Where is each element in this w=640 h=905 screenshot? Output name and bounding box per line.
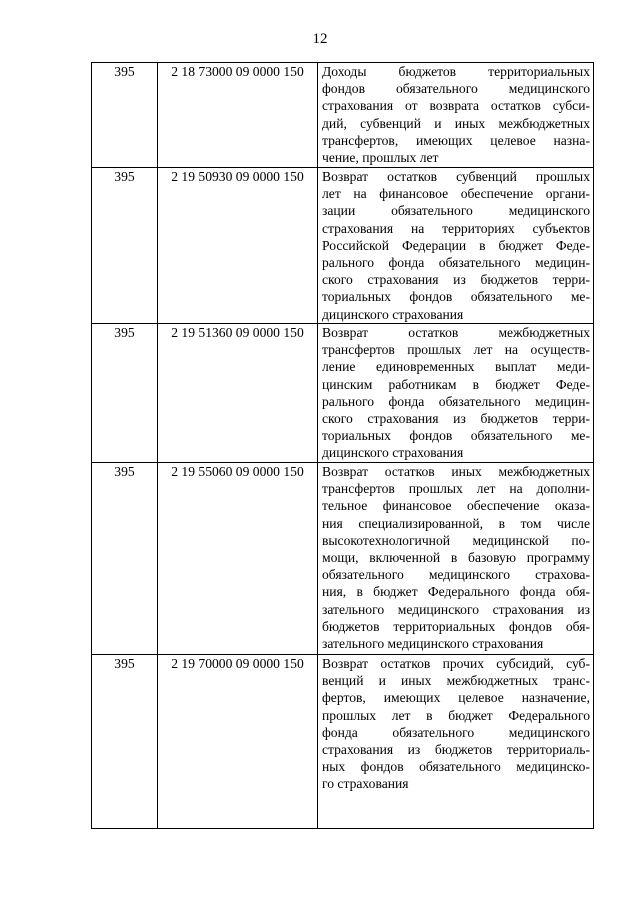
description-line: Возврат остатков межбюджетных bbox=[322, 325, 590, 340]
description-line: тельное финансовое обеспечение оказа- bbox=[322, 498, 590, 514]
page-number: 12 bbox=[312, 31, 328, 47]
description-line: страхования на территориях субъектов bbox=[322, 220, 590, 236]
description-line: рального фонда обязательного медицин- bbox=[322, 255, 590, 271]
description-line: дий, субвенций и иных межбюджетных bbox=[322, 115, 590, 131]
revenue-description bbox=[318, 168, 594, 324]
administrator-code: 395 bbox=[92, 655, 158, 829]
description-line: зации обязательного медицинского bbox=[322, 203, 590, 219]
budget-classification-code: 2 19 50930 09 0000 150 bbox=[158, 168, 318, 324]
description-line: Российской Федерации в бюджет Феде- bbox=[322, 237, 590, 253]
description-line: фонда обязательного медицинского bbox=[322, 724, 590, 740]
description-line: высокотехнологичной медицинской по- bbox=[322, 532, 590, 548]
description-line: го страхования bbox=[322, 776, 409, 792]
description-line: ных фондов обязательного медицинско- bbox=[322, 759, 590, 775]
administrator-code: 395 bbox=[92, 168, 158, 324]
table-row bbox=[92, 463, 594, 655]
description-line: Возврат остатков субвенций прошлых bbox=[322, 169, 590, 184]
description-line: дицинского страхования bbox=[322, 306, 464, 322]
table-row bbox=[92, 168, 594, 324]
budget-classification-code: 2 19 70000 09 0000 150 bbox=[158, 655, 318, 829]
revenue-description bbox=[318, 463, 594, 655]
description-line: обязательного медицинского страхова- bbox=[322, 567, 590, 583]
description-line: венций и иных межбюджетных транс- bbox=[322, 673, 590, 689]
description-line: зательного медицинского страхования из bbox=[322, 601, 590, 617]
description-line: трансфертов прошлых лет на дополни- bbox=[322, 481, 590, 497]
budget-classification-code: 2 18 73000 09 0000 150 bbox=[158, 63, 318, 168]
description-line: ление единовременных выплат меди- bbox=[322, 359, 590, 375]
description-line: Возврат остатков прочих субсидий, суб- bbox=[322, 656, 590, 671]
administrator-code: 395 bbox=[92, 63, 158, 168]
revenue-description bbox=[318, 655, 594, 829]
description-line: цинским работникам в бюджет Феде- bbox=[322, 376, 590, 392]
administrator-code: 395 bbox=[92, 324, 158, 463]
description-line: лет на финансовое обеспечение органи- bbox=[322, 186, 590, 202]
description-line: трансфертов прошлых лет на осуществ- bbox=[322, 342, 590, 358]
description-line: фондов обязательного медицинского bbox=[322, 81, 590, 97]
description-line: Доходы бюджетов территориальных bbox=[322, 64, 590, 79]
budget-classification-code: 2 19 55060 09 0000 150 bbox=[158, 463, 318, 655]
description-line: фертов, имеющих целевое назначение, bbox=[322, 690, 590, 706]
description-line: дицинского страхования bbox=[322, 445, 464, 461]
revenue-description bbox=[318, 63, 594, 168]
description-line: бюджетов территориальных фондов обя- bbox=[322, 618, 590, 634]
description-line: страхования от возврата остатков субси- bbox=[322, 98, 590, 114]
description-line: Возврат остатков иных межбюджетных bbox=[322, 464, 590, 479]
budget-classification-code: 2 19 51360 09 0000 150 bbox=[158, 324, 318, 463]
description-line: ториальных фондов обязательного ме- bbox=[322, 428, 590, 444]
description-line: чение, прошлых лет bbox=[322, 150, 439, 166]
table-row bbox=[92, 63, 594, 168]
administrator-code: 395 bbox=[92, 463, 158, 655]
description-line: рального фонда обязательного медицин- bbox=[322, 393, 590, 409]
description-line: ского страхования из бюджетов терри- bbox=[322, 272, 590, 288]
description-line: трансфертов, имеющих целевое назна- bbox=[322, 132, 590, 148]
description-line: ния, в бюджет Федерального фонда обя- bbox=[322, 584, 590, 600]
revenue-description bbox=[318, 324, 594, 463]
description-line: ского страхования из бюджетов терри- bbox=[322, 411, 590, 427]
description-line: зательного медицинского страхования bbox=[322, 636, 544, 652]
table-row bbox=[92, 655, 594, 829]
budget-classification-table bbox=[91, 62, 594, 829]
description-line: прошлых лет в бюджет Федерального bbox=[322, 707, 590, 723]
description-line: мощи, включенной в базовую программу bbox=[322, 550, 590, 566]
table-row bbox=[92, 324, 594, 463]
description-line: ния специализированной, в том числе bbox=[322, 515, 590, 531]
description-line: ториальных фондов обязательного ме- bbox=[322, 289, 590, 305]
description-line: страхования из бюджетов территориаль- bbox=[322, 742, 590, 758]
